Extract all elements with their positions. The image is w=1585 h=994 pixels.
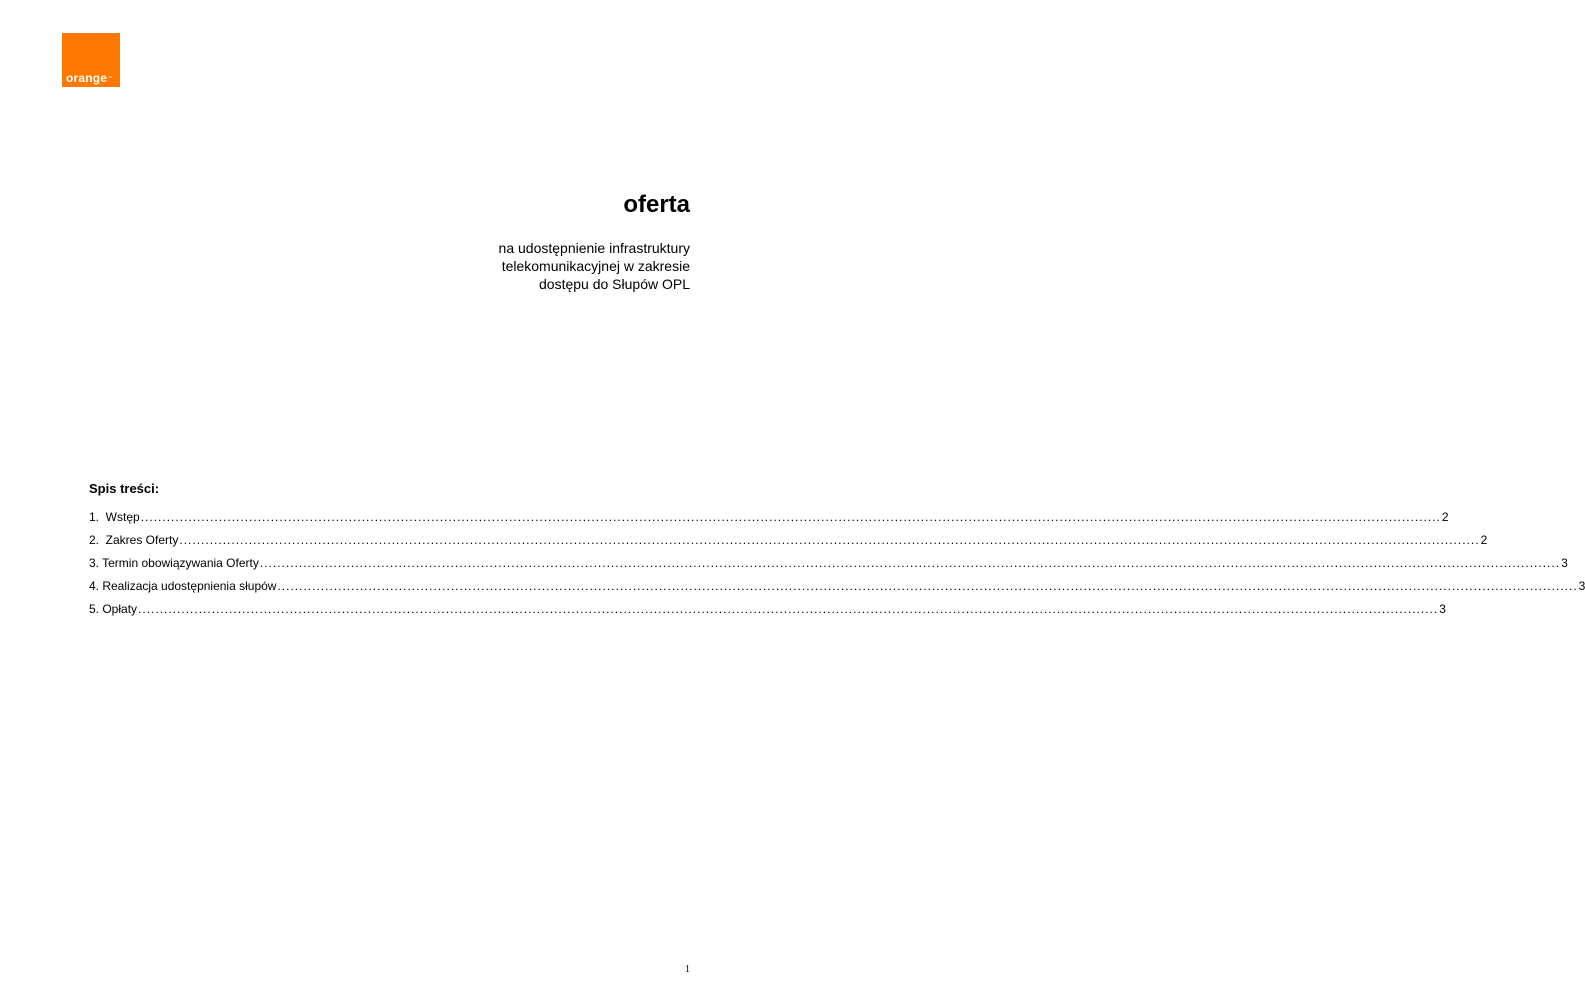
toc-entry-label: 2. Zakres Oferty: [89, 533, 179, 547]
toc-heading: Spis treści:: [89, 481, 160, 496]
toc-entry-page: 2: [1480, 533, 1488, 547]
toc-entry-realizacja[interactable]: [89, 578, 1585, 601]
subtitle-line: dostępu do Słupów OPL: [539, 276, 690, 292]
logo-wordmark: orange™: [66, 71, 113, 85]
toc-entry-oplaty[interactable]: [89, 601, 1446, 624]
toc-dot-leader: ............................................................................................................................................................................................................................................................................................................: [259, 556, 1561, 570]
table-of-contents: [89, 509, 1585, 624]
toc-entry-label: 3. Termin obowiązywania Oferty: [89, 556, 259, 570]
subtitle-line: na udostępnienie infrastruktury: [498, 240, 690, 256]
toc-entry-page: 3: [1578, 579, 1585, 593]
toc-dot-leader: ............................................................................................................................................................................................................................................................................................................: [179, 533, 1480, 547]
document-title: oferta: [623, 191, 690, 218]
toc-entry-wstep[interactable]: [89, 509, 1449, 532]
toc-entry-label: 4. Realizacja udostępnienia słupów: [89, 579, 277, 593]
toc-entry-page: 3: [1439, 602, 1446, 616]
toc-entry-label: 1. Wstęp: [89, 510, 140, 524]
toc-entry-label: 5. Opłaty: [89, 602, 138, 616]
toc-entry-zakres-oferty[interactable]: [89, 532, 1488, 555]
orange-logo: [62, 33, 120, 87]
toc-entry-page: 3: [1561, 556, 1568, 570]
trademark-mark: ™: [108, 75, 113, 80]
toc-dot-leader: ............................................................................................................................................................................................................................................................................................................: [140, 510, 1441, 524]
page-number: 1: [685, 964, 690, 975]
toc-entry-page: 2: [1441, 510, 1449, 524]
subtitle-line: telekomunikacyjnej w zakresie: [501, 258, 690, 274]
toc-entry-termin-obowiazywania[interactable]: [89, 555, 1568, 578]
toc-dot-leader: ............................................................................................................................................................................................................................................................................................................: [277, 579, 1578, 593]
toc-dot-leader: ............................................................................................................................................................................................................................................................................................................: [138, 602, 1439, 616]
document-subtitle: [390, 239, 690, 293]
